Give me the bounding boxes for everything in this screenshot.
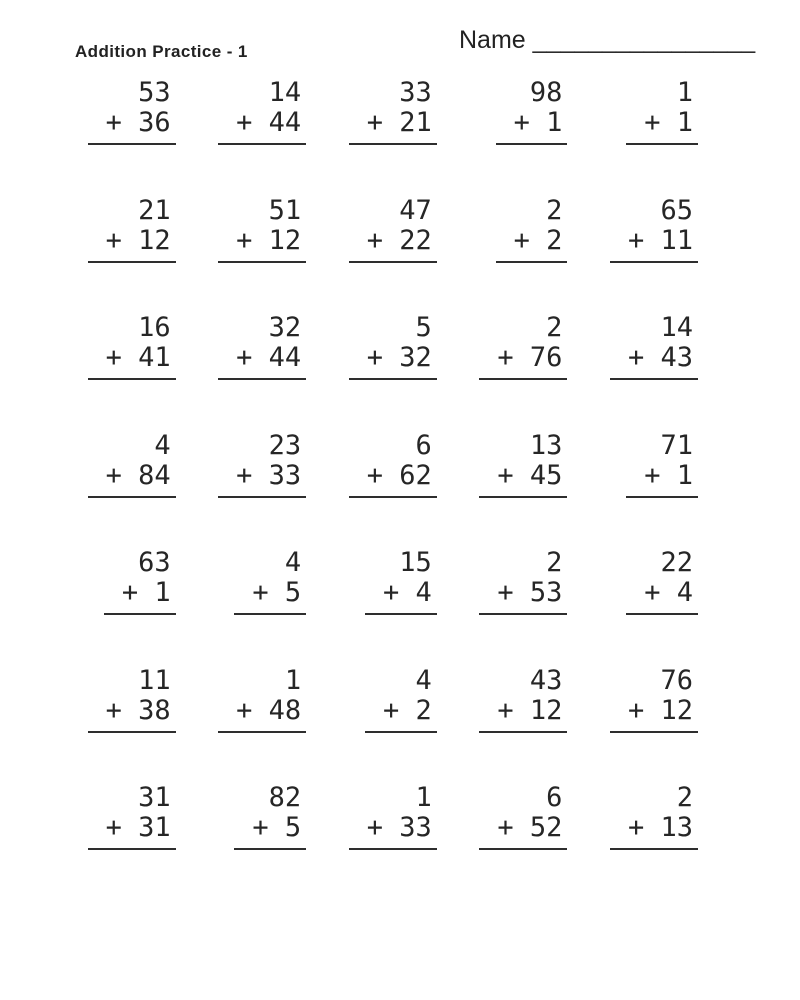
top-operand: 53 — [138, 77, 171, 108]
top-operand: 31 — [138, 782, 171, 813]
bottom-operand: 1 — [676, 459, 693, 491]
top-operand: 5 — [415, 312, 432, 343]
bottom-operand-row — [218, 108, 306, 145]
plus-sign: + — [383, 577, 400, 608]
problem-cell — [45, 196, 176, 314]
addition-problem — [349, 196, 437, 263]
problem-cell — [306, 783, 437, 901]
plus-sign: + — [105, 107, 122, 138]
problem-cell — [437, 313, 568, 431]
top-operand: 2 — [546, 312, 563, 343]
bottom-operand: 1 — [546, 107, 563, 138]
problem-cell — [176, 783, 307, 901]
addition-problem — [479, 666, 567, 733]
top-operand: 43 — [529, 664, 563, 696]
bottom-operand: 5 — [284, 577, 302, 608]
addition-problem — [626, 548, 698, 615]
addition-problem — [479, 783, 567, 850]
problem-cell — [176, 313, 307, 431]
bottom-operand-row — [610, 343, 698, 380]
addition-problem — [610, 666, 698, 733]
problem-cell — [567, 548, 698, 666]
plus-sign: + — [627, 224, 645, 256]
problem-cell — [306, 548, 437, 666]
addition-problem — [218, 196, 306, 263]
bottom-operand: 48 — [268, 694, 302, 726]
plus-sign: + — [644, 459, 661, 491]
top-operand: 6 — [415, 429, 432, 461]
bottom-operand-row — [349, 461, 437, 498]
bottom-operand-row — [479, 461, 567, 498]
bottom-operand-row — [88, 226, 176, 263]
addition-problem — [218, 78, 306, 145]
addition-problem — [349, 431, 437, 498]
addition-problem — [479, 431, 567, 498]
top-operand: 51 — [268, 194, 302, 226]
plus-sign: + — [497, 342, 514, 373]
bottom-operand-row — [626, 578, 698, 615]
plus-sign: + — [366, 342, 384, 373]
addition-problem — [88, 196, 176, 263]
bottom-operand: 36 — [138, 107, 171, 138]
worksheet-title: Addition Practice - 1 — [75, 42, 248, 61]
top-operand: 65 — [660, 194, 693, 226]
top-operand: 98 — [529, 77, 563, 108]
bottom-operand: 33 — [399, 812, 432, 843]
bottom-operand-row — [610, 813, 698, 850]
top-operand: 1 — [284, 664, 302, 696]
bottom-operand-row — [496, 226, 568, 263]
top-operand: 11 — [138, 664, 171, 696]
plus-sign: + — [497, 812, 514, 843]
top-operand: 21 — [138, 194, 171, 226]
top-operand: 23 — [268, 429, 302, 461]
addition-problem — [88, 313, 176, 380]
bottom-operand-row — [104, 578, 176, 615]
addition-problem — [626, 431, 698, 498]
bottom-operand-row — [626, 108, 698, 145]
problem-cell — [306, 431, 437, 549]
bottom-operand-row — [349, 343, 437, 380]
top-operand: 2 — [546, 194, 563, 226]
problem-cell — [306, 666, 437, 784]
bottom-operand: 45 — [529, 459, 563, 491]
plus-sign: + — [366, 224, 384, 256]
bottom-operand: 4 — [676, 577, 693, 608]
plus-sign: + — [252, 812, 269, 843]
top-operand: 4 — [284, 547, 302, 578]
plus-sign: + — [497, 694, 514, 726]
bottom-operand: 12 — [660, 694, 693, 726]
plus-sign: + — [644, 577, 661, 608]
addition-problem — [88, 666, 176, 733]
top-operand: 1 — [676, 77, 693, 108]
bottom-operand-row — [88, 461, 176, 498]
addition-problem — [218, 666, 306, 733]
bottom-operand-row — [234, 813, 306, 850]
problem-cell — [437, 783, 568, 901]
top-operand: 1 — [415, 782, 432, 813]
problem-cell — [45, 313, 176, 431]
bottom-operand-row — [365, 578, 437, 615]
problem-cell — [45, 666, 176, 784]
problem-cell — [176, 548, 307, 666]
top-operand: 15 — [399, 547, 432, 578]
addition-problem — [88, 78, 176, 145]
bottom-operand-row — [349, 226, 437, 263]
name-block — [459, 26, 755, 55]
problem-cell — [437, 431, 568, 549]
bottom-operand-row — [218, 343, 306, 380]
problem-cell — [176, 78, 307, 196]
addition-problem — [349, 783, 437, 850]
name-blank-line: ________________ — [532, 26, 756, 54]
bottom-operand-row — [626, 461, 698, 498]
addition-problem — [234, 548, 306, 615]
problem-cell — [45, 431, 176, 549]
bottom-operand-row — [88, 696, 176, 733]
addition-problem — [88, 783, 176, 850]
plus-sign: + — [105, 459, 122, 491]
top-operand: 4 — [415, 664, 432, 696]
bottom-operand: 13 — [660, 812, 693, 843]
addition-problem — [218, 313, 306, 380]
addition-problem — [349, 78, 437, 145]
bottom-operand-row — [218, 696, 306, 733]
plus-sign: + — [627, 694, 645, 726]
top-operand: 32 — [268, 312, 302, 343]
top-operand: 13 — [529, 429, 563, 461]
plus-sign: + — [236, 224, 253, 256]
top-operand: 6 — [546, 782, 563, 813]
problem-cell — [45, 78, 176, 196]
bottom-operand: 84 — [138, 459, 171, 491]
plus-sign: + — [236, 459, 253, 491]
addition-problem — [104, 548, 176, 615]
addition-problem — [218, 431, 306, 498]
addition-problem — [626, 78, 698, 145]
bottom-operand: 22 — [399, 224, 432, 256]
bottom-operand-row — [479, 343, 567, 380]
bottom-operand: 52 — [529, 812, 563, 843]
bottom-operand-row — [479, 813, 567, 850]
bottom-operand: 33 — [268, 459, 302, 491]
problem-cell — [176, 666, 307, 784]
plus-sign: + — [497, 577, 514, 608]
plus-sign: + — [236, 107, 253, 138]
top-operand: 82 — [268, 782, 302, 813]
plus-sign: + — [121, 577, 139, 608]
bottom-operand: 4 — [415, 577, 432, 608]
top-operand: 2 — [546, 547, 563, 578]
bottom-operand: 44 — [268, 107, 302, 138]
plus-sign: + — [513, 107, 530, 138]
addition-problem — [496, 78, 568, 145]
bottom-operand-row — [365, 696, 437, 733]
problem-cell — [567, 313, 698, 431]
top-operand: 33 — [399, 77, 432, 108]
bottom-operand: 62 — [399, 459, 432, 491]
problem-cell — [567, 196, 698, 314]
plus-sign: + — [366, 812, 384, 843]
bottom-operand: 38 — [138, 694, 171, 726]
problem-cell — [45, 548, 176, 666]
addition-problem — [365, 666, 437, 733]
problem-cell — [306, 313, 437, 431]
top-operand: 14 — [660, 312, 693, 343]
problem-cell — [176, 431, 307, 549]
problem-cell — [437, 196, 568, 314]
problem-cell — [45, 783, 176, 901]
bottom-operand: 2 — [415, 694, 432, 726]
bottom-operand-row — [88, 813, 176, 850]
plus-sign: + — [366, 107, 384, 138]
bottom-operand: 11 — [660, 224, 693, 256]
problem-cell — [437, 78, 568, 196]
bottom-operand: 1 — [676, 107, 693, 138]
top-operand: 47 — [399, 194, 432, 226]
top-operand: 16 — [138, 312, 171, 343]
plus-sign: + — [236, 694, 253, 726]
bottom-operand-row — [479, 578, 567, 615]
plus-sign: + — [513, 224, 530, 256]
bottom-operand: 41 — [138, 342, 171, 373]
addition-problem — [234, 783, 306, 850]
bottom-operand-row — [496, 108, 568, 145]
name-label: Name — [459, 26, 526, 54]
problem-cell — [306, 78, 437, 196]
plus-sign: + — [105, 342, 122, 373]
bottom-operand-row — [88, 108, 176, 145]
problem-cell — [437, 548, 568, 666]
plus-sign: + — [383, 694, 400, 726]
plus-sign: + — [627, 342, 645, 373]
problem-cell — [176, 196, 307, 314]
bottom-operand: 44 — [268, 342, 302, 373]
plus-sign: + — [644, 107, 661, 138]
bottom-operand: 12 — [138, 224, 171, 256]
bottom-operand-row — [88, 343, 176, 380]
plus-sign: + — [252, 577, 269, 608]
top-operand: 76 — [660, 664, 693, 696]
bottom-operand: 53 — [529, 577, 563, 608]
bottom-operand: 21 — [399, 107, 432, 138]
bottom-operand: 2 — [546, 224, 563, 256]
addition-problem — [610, 783, 698, 850]
bottom-operand: 43 — [660, 342, 693, 373]
problems-grid — [45, 78, 701, 901]
addition-problem — [479, 313, 567, 380]
bottom-operand-row — [218, 226, 306, 263]
plus-sign: + — [105, 694, 122, 726]
addition-problem — [610, 313, 698, 380]
plus-sign: + — [366, 459, 384, 491]
problem-cell — [437, 666, 568, 784]
bottom-operand: 12 — [268, 224, 302, 256]
bottom-operand-row — [349, 813, 437, 850]
bottom-operand: 76 — [529, 342, 563, 373]
bottom-operand: 12 — [529, 694, 563, 726]
addition-problem — [88, 431, 176, 498]
bottom-operand-row — [218, 461, 306, 498]
addition-problem — [365, 548, 437, 615]
bottom-operand: 31 — [138, 812, 171, 843]
top-operand: 2 — [676, 782, 693, 813]
bottom-operand-row — [610, 696, 698, 733]
problem-cell — [567, 78, 698, 196]
addition-problem — [479, 548, 567, 615]
bottom-operand: 32 — [399, 342, 432, 373]
bottom-operand-row — [349, 108, 437, 145]
top-operand: 22 — [660, 547, 693, 578]
bottom-operand: 5 — [284, 812, 302, 843]
problem-cell — [567, 783, 698, 901]
plus-sign: + — [627, 812, 645, 843]
top-operand: 71 — [660, 429, 693, 461]
top-operand: 14 — [268, 77, 302, 108]
addition-problem — [349, 313, 437, 380]
plus-sign: + — [105, 224, 122, 256]
bottom-operand-row — [610, 226, 698, 263]
addition-problem — [610, 196, 698, 263]
plus-sign: + — [236, 342, 253, 373]
plus-sign: + — [497, 459, 514, 491]
bottom-operand: 1 — [154, 577, 171, 608]
top-operand: 63 — [138, 547, 171, 578]
plus-sign: + — [105, 812, 122, 843]
problem-cell — [567, 431, 698, 549]
problem-cell — [567, 666, 698, 784]
bottom-operand-row — [234, 578, 306, 615]
problem-cell — [306, 196, 437, 314]
bottom-operand-row — [479, 696, 567, 733]
addition-problem — [496, 196, 568, 263]
top-operand: 4 — [154, 429, 171, 461]
